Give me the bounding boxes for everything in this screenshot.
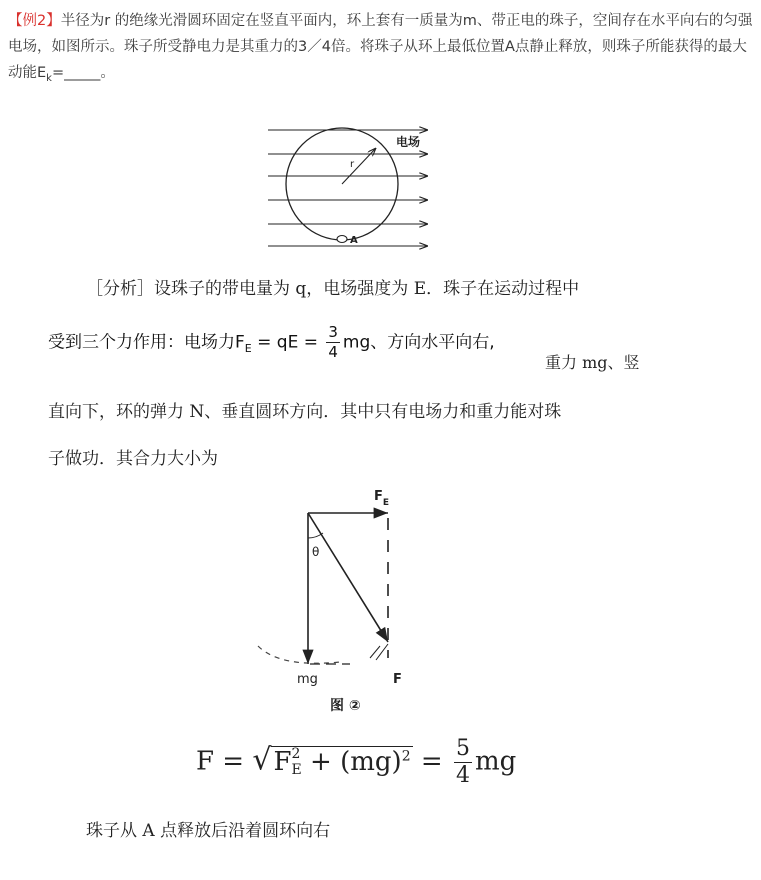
frac-5-denominator: 4 — [455, 763, 470, 788]
mg-term: (mg) — [340, 746, 402, 777]
analysis-line-3: 直向下，环的弹力 N、垂直圆环方向．其中只有电场力和重力能对珠 — [48, 402, 562, 422]
force-direction: mg、方向水平向右, — [342, 332, 495, 353]
frac-5-numerator: 5 — [455, 736, 470, 761]
sqrt-sign: √ — [252, 742, 272, 778]
fraction-three-quarters — [326, 325, 340, 360]
problem-statement — [8, 8, 753, 92]
fe-term: F — [273, 746, 292, 777]
radius-line — [342, 148, 376, 184]
radius-label: r — [350, 159, 355, 170]
ek-subscript: k — [46, 72, 52, 84]
figure-caption: 图 ② — [330, 698, 361, 714]
fe-label: $F_E$ — [374, 489, 390, 508]
field-label: 电场 — [396, 135, 421, 149]
fe-subscript: E — [244, 341, 252, 355]
sqrt-radicand — [271, 746, 412, 777]
force-equation: = qE = — [251, 332, 324, 353]
fe-sub: E — [291, 761, 302, 778]
bead — [337, 236, 347, 243]
analysis-line-1: ［分析］设珠子的带电量为 q，电场强度为 E．珠子在运动过程中 — [86, 279, 580, 299]
formula-eq: = — [412, 746, 451, 777]
figure-ring-field — [262, 118, 442, 258]
point-a-label: A — [350, 235, 358, 246]
corner-mark — [370, 644, 388, 660]
plus-sign: + — [301, 746, 341, 777]
analysis-line-2-tail: 重力 mg、竖 — [545, 353, 640, 372]
fraction-five-quarters — [454, 738, 472, 787]
frac-denominator: 4 — [328, 343, 338, 361]
problem-text: 半径为r 的绝缘光滑圆环固定在竖直平面内，环上套有一质量为m、带正电的珠子，空间存在水平向右的匀强电场，如图所示。珠子所受静电力是其重力的3／4倍。将珠子从环上最低位置A点静止释放，则珠子所能获得的最大动能E — [8, 13, 753, 81]
theta-label: θ — [312, 545, 320, 559]
figure-force-diagram — [250, 478, 430, 718]
mg-label: mg — [297, 672, 318, 687]
motion-arc — [258, 646, 340, 663]
problem-answer-blank: =_____。 — [51, 65, 115, 81]
example-tag: 【例2】 — [8, 13, 61, 29]
formula-rhs: mg — [474, 746, 517, 777]
mg-superscript: 2 — [401, 747, 411, 764]
resultant-vector — [308, 513, 388, 642]
force-intro: 受到三个力作用：电场力F — [48, 332, 245, 353]
fe-superscript: 2 — [291, 746, 301, 763]
frac-numerator: 3 — [328, 323, 338, 341]
closing-line: 珠子从 A 点释放后沿着圆环向右 — [86, 821, 331, 841]
formula-lhs: F = — [196, 746, 253, 777]
analysis-line-2 — [48, 325, 495, 360]
resultant-formula — [196, 738, 516, 787]
fe-script — [292, 747, 302, 778]
analysis-line-4: 子做功．其合力大小为 — [48, 449, 218, 469]
f-label: F — [393, 672, 402, 687]
